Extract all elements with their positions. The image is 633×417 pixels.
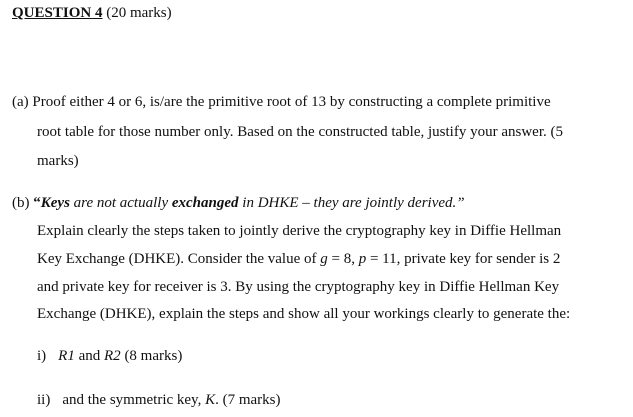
quote-keys: Keys	[40, 195, 70, 211]
sub-question-i	[37, 348, 182, 365]
question-heading	[12, 5, 172, 22]
eq-p-value: = 11, private key for sender is 2	[366, 251, 561, 267]
part-a-label: (a)	[12, 94, 29, 110]
var-r2: R2	[104, 348, 121, 364]
var-r1: R1	[58, 348, 75, 364]
var-p: p	[358, 251, 367, 267]
part-b-line-1: Explain clearly the steps taken to jointly derive the cryptography key in Diffie Hellman	[37, 223, 562, 239]
quote-middle-1: are not actually	[69, 195, 172, 211]
var-k: K	[205, 392, 216, 408]
part-b-line-3: and private key for receiver is 3. By using the cryptography key in Diffie Hellman Key	[37, 279, 560, 295]
sub-i-label: i)	[37, 348, 47, 364]
sub-ii-text-post: . (7 marks)	[215, 392, 281, 408]
part-b-line-2-pre: Key Exchange (DHKE). Consider the value of	[37, 251, 321, 267]
quote-middle-2: in DHKE – they are jointly derived.	[238, 195, 457, 211]
part-b-quote-line	[12, 195, 465, 212]
part-a-line-2: root table for those number only. Based on the constructed table, justify your answer. (5	[37, 124, 563, 140]
part-a-text-1: Proof either 4 or 6, is/are the primitive root of 13 by constructing a complete primitive	[32, 94, 551, 110]
part-b-label: (b)	[12, 195, 30, 211]
part-b-line-2	[37, 251, 560, 268]
question-marks: (20 marks)	[106, 5, 172, 21]
quote-close-mark: ”	[456, 195, 465, 211]
part-b-line-4: Exchange (DHKE), explain the steps and show all your workings clearly to generate the:	[37, 306, 571, 322]
sub-i-marks: (8 marks)	[120, 348, 183, 364]
sub-ii-label: ii)	[37, 392, 51, 408]
sub-ii-text-pre: and the symmetric key,	[62, 392, 206, 408]
quote-open-mark: “	[33, 195, 41, 211]
var-g: g	[320, 251, 328, 267]
quote-exchanged: exchanged	[171, 195, 239, 211]
sub-question-ii	[37, 392, 281, 409]
part-a-line-1	[12, 94, 551, 111]
question-label: QUESTION 4	[12, 5, 103, 21]
part-a-line-3: marks)	[37, 153, 79, 169]
eq-g-value: = 8,	[327, 251, 359, 267]
sub-i-and: and	[74, 348, 105, 364]
